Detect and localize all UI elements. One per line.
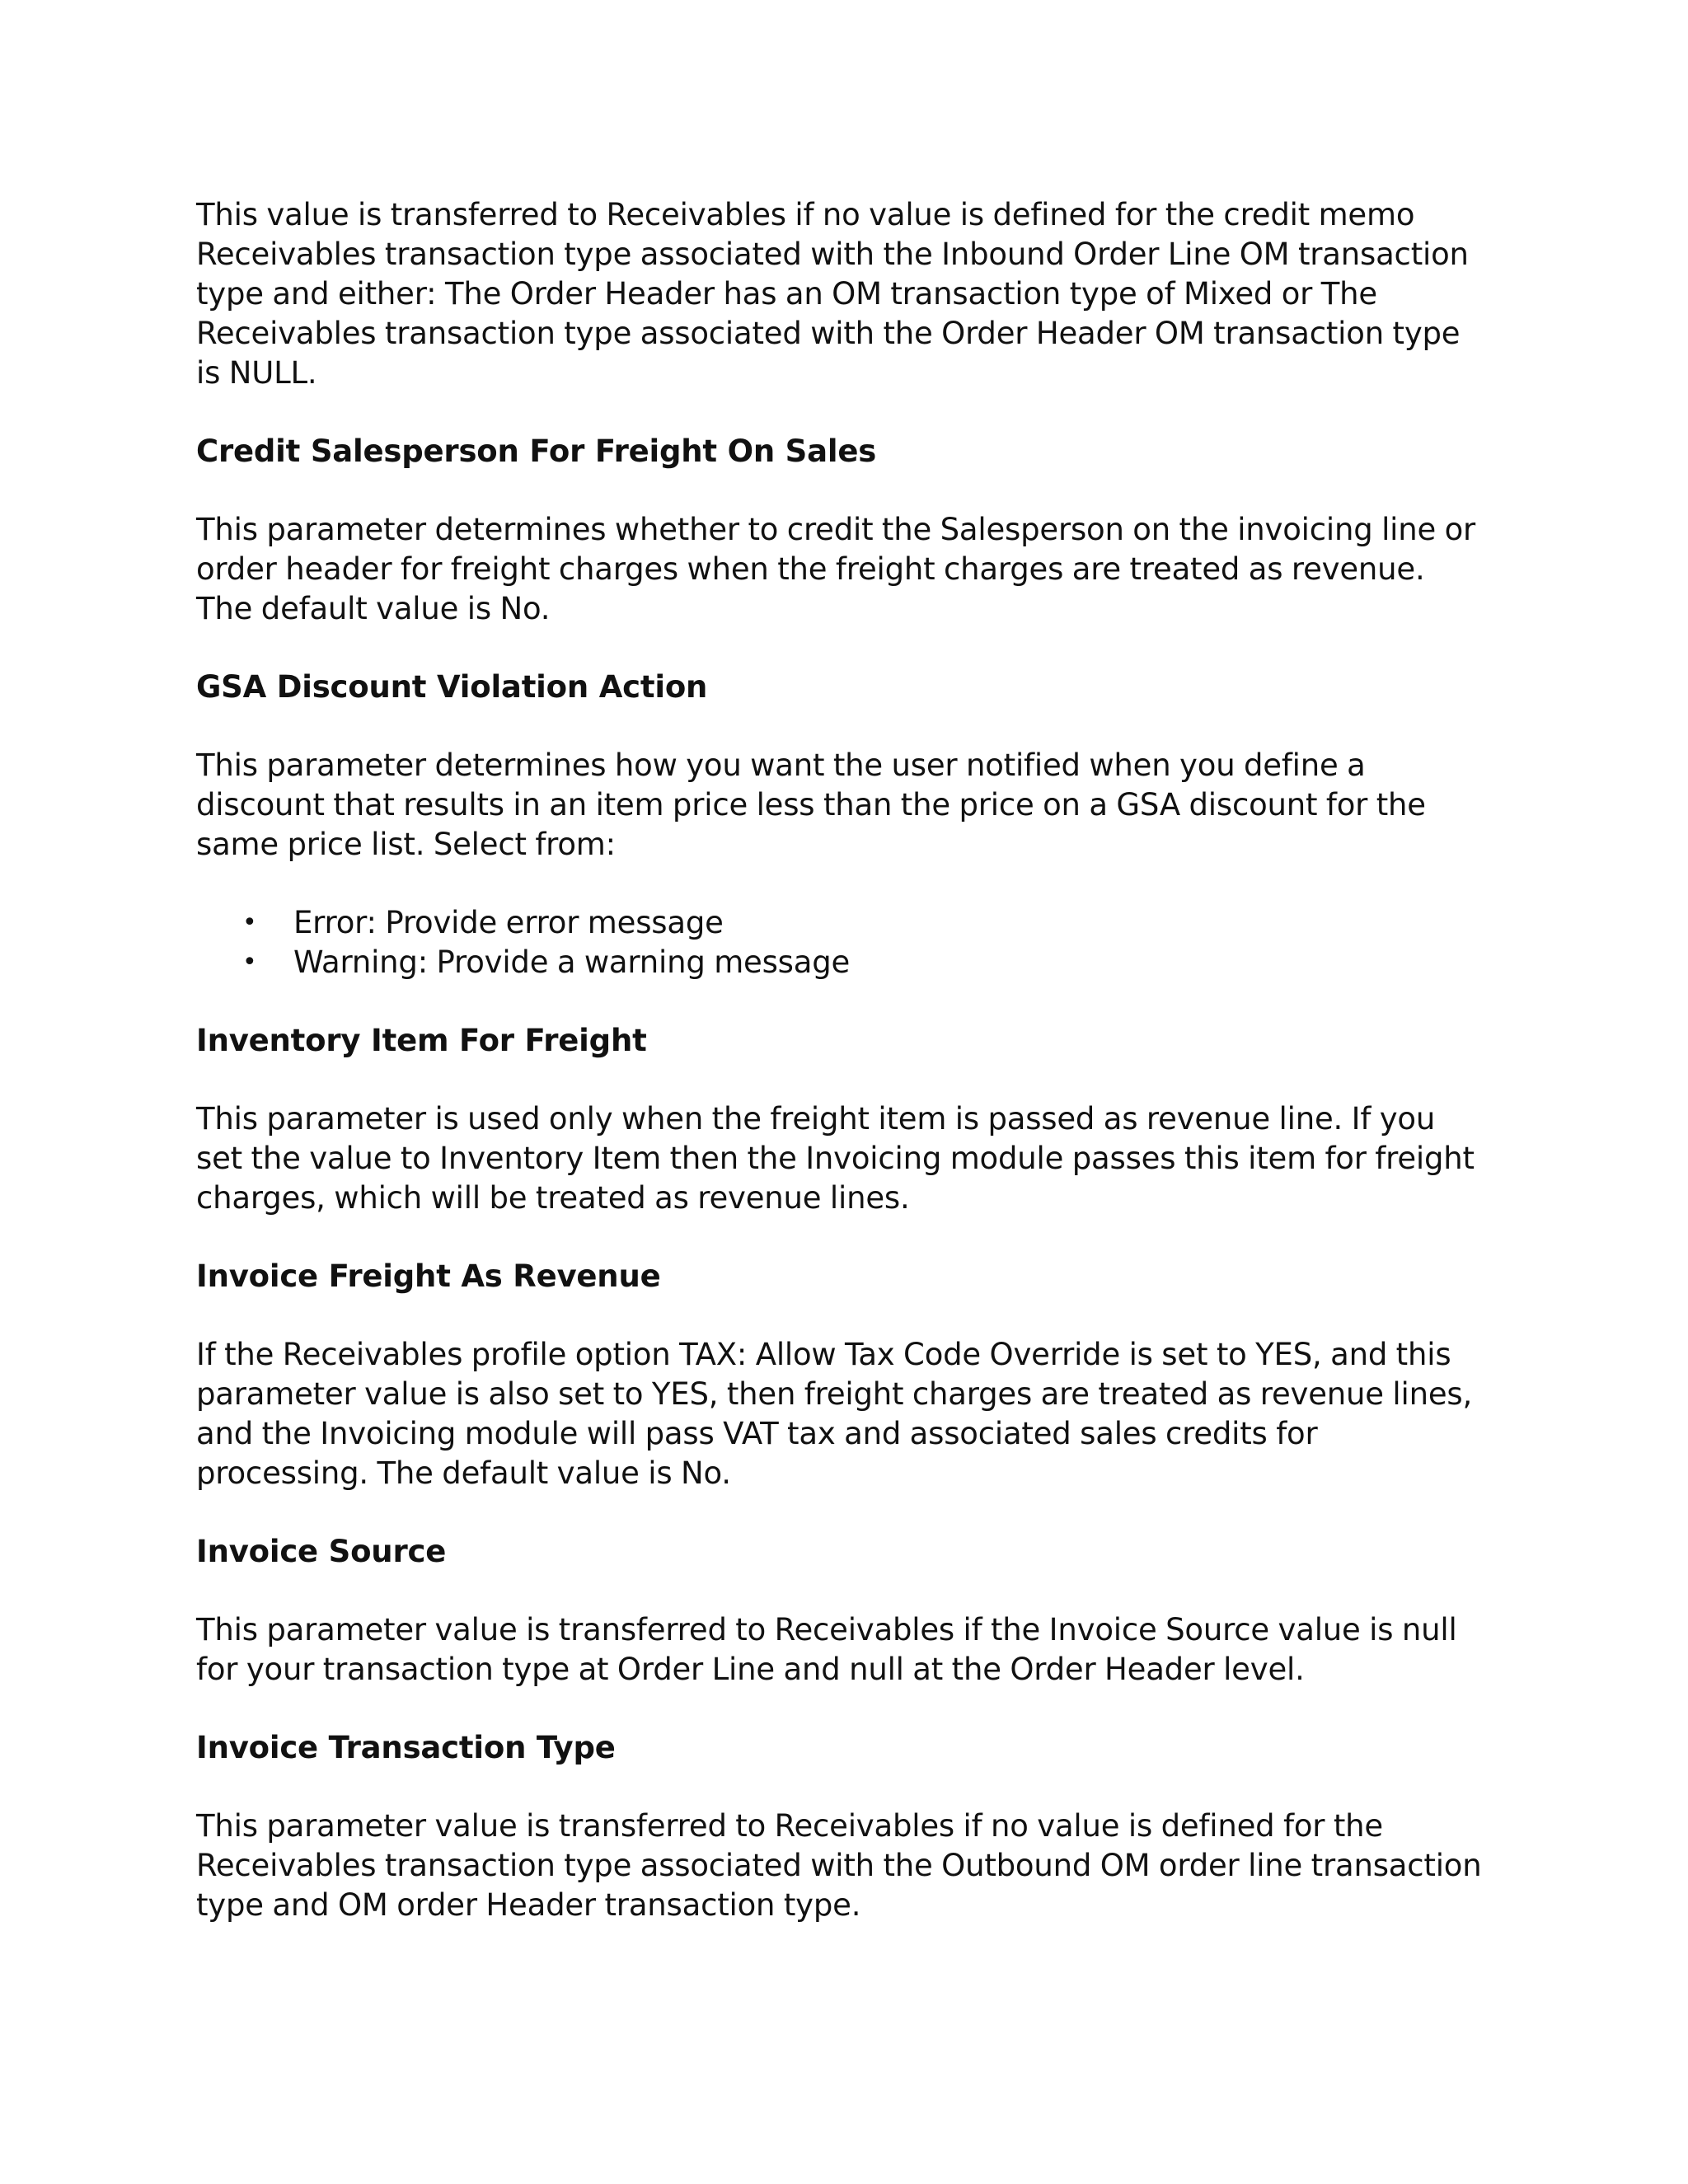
- section-heading-invoice-source: Invoice Source: [196, 1534, 447, 1569]
- section-body-gsa-discount: This parameter determines how you want the user notified when you define a discount that results in an item price less than the price on a GSA discount for the same price list. Select from:: [196, 748, 1426, 862]
- section-body-invoice-source: This parameter value is transferred to Receivables if the Invoice Source value is null for your transaction type at Order Line and null at the Order Header level.: [196, 1612, 1457, 1687]
- list-item-text: Error: Provide error message: [293, 905, 724, 940]
- gsa-options-list: [196, 903, 1482, 982]
- section-heading-gsa-discount: GSA Discount Violation Action: [196, 669, 708, 705]
- document-page: [196, 195, 1482, 1925]
- section-body-credit-salesperson: This parameter determines whether to credit the Salesperson on the invoicing line or order header for freight charges when the freight charges are treated as revenue. The default value is No.: [196, 512, 1476, 626]
- section-body-invoice-transaction-type: This parameter value is transferred to Receivables if no value is defined for the Receivables transaction type associated with the Outbound OM order line transaction type and OM order Header transaction type.: [196, 1808, 1482, 1923]
- section-body-invoice-freight: If the Receivables profile option TAX: Allow Tax Code Override is set to YES, and this parameter value is also set to YES, then freight charges are treated as revenue lines, and the Invoicing module will pass VAT tax and associated sales credits for processing. The default value is No.: [196, 1337, 1473, 1491]
- bullet-icon: •: [242, 908, 257, 937]
- section-heading-invoice-freight: Invoice Freight As Revenue: [196, 1258, 661, 1294]
- list-item-text: Warning: Provide a warning message: [293, 944, 851, 980]
- list-item: [196, 903, 1482, 943]
- section-body-inventory-item: This parameter is used only when the freight item is passed as revenue line. If you set the value to Inventory Item then the Invoicing module passes this item for freight charges, which will be treated as revenue lines.: [196, 1101, 1475, 1216]
- list-item: [196, 943, 1482, 982]
- section-heading-credit-salesperson: Credit Salesperson For Freight On Sales: [196, 434, 877, 469]
- intro-paragraph: This value is transferred to Receivables if no value is defined for the credit memo Receivables transaction type associated with the Inbound Order Line OM transaction type and either: The Order Header has an OM transaction type of Mixed or The Receivables transaction type associated with the Order Header OM transaction type is NULL.: [196, 197, 1469, 391]
- section-heading-invoice-transaction-type: Invoice Transaction Type: [196, 1730, 616, 1765]
- section-heading-inventory-item: Inventory Item For Freight: [196, 1023, 647, 1058]
- bullet-icon: •: [242, 948, 257, 977]
